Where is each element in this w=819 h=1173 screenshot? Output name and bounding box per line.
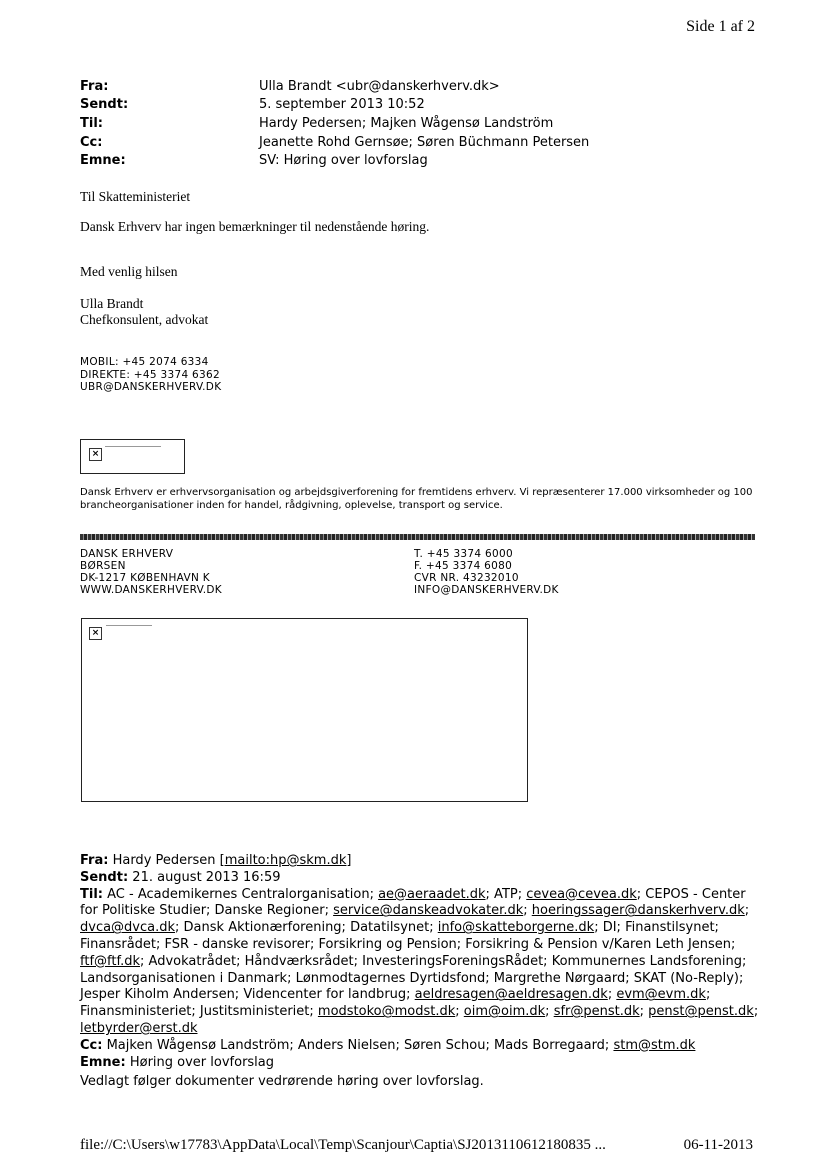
address-line: INFO@DANSKERHVERV.DK xyxy=(414,584,559,596)
fwd-from-mailto-link[interactable]: [mailto:hp@skm.dk] xyxy=(219,853,352,868)
address-line: CVR NR. 43232010 xyxy=(414,572,519,584)
recipient-text: ; Dansk Aktionærforening; Datatilsynet; xyxy=(175,920,438,936)
recipient-text: ; xyxy=(455,1004,464,1020)
recipient-text: ; xyxy=(607,987,617,1003)
recipient-text: ; DI; Finanstilsynet; Finansrådet; FSR - danske revisorer; Forsikring og Pension; Forsikring & Pension v/Karen Leth Jensen; xyxy=(80,920,736,952)
contact-email: UBR@DANSKERHVERV.DK xyxy=(80,381,222,393)
email-link[interactable]: letbyrder@erst.dk xyxy=(80,1020,198,1036)
sent-value: 5. september 2013 10:52 xyxy=(259,97,425,112)
forwarded-message-header xyxy=(80,853,760,1071)
cc-value: Jeanette Rohd Gernsøe; Søren Büchmann Petersen xyxy=(259,135,590,150)
contact-mobile: MOBIL: +45 2074 6334 xyxy=(80,356,209,368)
address-line: T. +45 3374 6000 xyxy=(414,548,513,560)
cc-label: Cc: xyxy=(80,135,103,150)
fwd-subject-value: Høring over lovforslag xyxy=(129,1054,275,1070)
contact-direct: DIREKTE: +45 3374 6362 xyxy=(80,369,220,381)
email-link[interactable]: dvca@dvca.dk xyxy=(80,920,176,936)
salutation: Til Skatteministeriet xyxy=(80,189,191,204)
recipient-text: ; xyxy=(545,1004,554,1020)
email-link[interactable]: modstoko@modst.dk xyxy=(317,1004,456,1020)
recipient-text: AC - Academikernes Centralorganisation; xyxy=(107,886,379,902)
fwd-to-line xyxy=(80,887,760,1038)
footer-file-path: file://C:\Users\w17783\AppData\Local\Temp\Scanjour\Captia\SJ2013110612180835 ... xyxy=(80,1137,606,1153)
recipient-text: ; Finansministeriet; Justitsministeriet; xyxy=(80,987,711,1020)
recipient-text: ; xyxy=(523,903,532,919)
recipient-text: Majken Wågensø Landström; Anders Nielsen; Søren Schou; Mads Borregaard; xyxy=(106,1037,614,1053)
message-text: Dansk Erhverv har ingen bemærkninger til nedenstående høring. xyxy=(80,219,430,234)
recipient-text: ; xyxy=(744,903,750,919)
email-link[interactable]: ftf@ftf.dk xyxy=(80,953,141,969)
email-link[interactable]: evm@evm.dk xyxy=(616,987,706,1003)
fwd-sent-value: 21. august 2013 16:59 xyxy=(132,869,281,885)
logo-image-placeholder xyxy=(80,439,185,474)
to-value: Hardy Pedersen; Majken Wågensø Landström xyxy=(259,116,554,131)
fwd-sent-line xyxy=(80,870,760,887)
from-label: Fra: xyxy=(80,79,109,94)
fwd-to-recipients xyxy=(80,887,758,1036)
fwd-from-label: Fra: xyxy=(80,853,109,868)
to-label: Til: xyxy=(80,116,103,131)
page-number-label: Side 1 af 2 xyxy=(686,18,755,35)
email-link[interactable]: info@skatteborgerne.dk xyxy=(437,920,595,936)
address-line: DK-1217 KØBENHAVN K xyxy=(80,572,210,584)
recipient-text: ; ATP; xyxy=(485,886,527,902)
email-link[interactable]: penst@penst.dk xyxy=(648,1004,754,1020)
sent-label: Sendt: xyxy=(80,97,129,112)
address-left-column xyxy=(80,548,222,596)
placeholder-caption xyxy=(105,446,161,447)
signer-name: Ulla Brandt xyxy=(80,296,144,311)
recipient-text: ; CEPOS - Center for Politiske Studier; Danske Regioner; xyxy=(80,886,746,919)
placeholder-caption xyxy=(106,625,152,626)
email-link[interactable]: aeldresagen@aeldresagen.dk xyxy=(414,987,608,1003)
attachment-note: Vedlagt følger dokumenter vedrørende høring over lovforslag. xyxy=(80,1074,484,1089)
email-link[interactable]: hoeringssager@danskerhverv.dk xyxy=(531,903,745,919)
fwd-to-label: Til: xyxy=(80,886,103,902)
email-link[interactable]: stm@stm.dk xyxy=(613,1037,696,1053)
fwd-sent-label: Sendt: xyxy=(80,869,129,885)
fwd-cc-label: Cc: xyxy=(80,1037,103,1053)
closing: Med venlig hilsen xyxy=(80,264,178,279)
address-line: WWW.DANSKERHVERV.DK xyxy=(80,584,222,596)
recipient-text: ; Advokatrådet; Håndværksrådet; InvesteringsForeningsRådet; Kommunernes Landsforening; Landsorganisationen i Danmark; Lønmodtagernes Dyrtidsfond; Margrethe Nørgaard; SKAT (No-Reply); Jesper Kiholm Andersen; Videncenter for landbrug; xyxy=(80,953,747,1003)
from-value: Ulla Brandt <ubr@danskerhverv.dk> xyxy=(259,79,500,94)
fwd-from-line xyxy=(80,853,760,870)
address-line: F. +45 3374 6080 xyxy=(414,560,513,572)
address-line: DANSK ERHVERV xyxy=(80,548,174,560)
footer-date: 06-11-2013 xyxy=(683,1137,753,1153)
address-right-column xyxy=(414,548,559,596)
address-line: BØRSEN xyxy=(80,560,126,572)
email-link[interactable]: ae@aeraadet.dk xyxy=(378,886,486,902)
signer-title: Chefkonsulent, advokat xyxy=(80,312,209,327)
fwd-from-name: Hardy Pedersen xyxy=(112,853,216,868)
fwd-cc-line xyxy=(80,1038,760,1055)
banner-image-placeholder xyxy=(81,618,528,802)
organization-description: Dansk Erhverv er erhvervsorganisation og arbejdsgiverforening for fremtidens erhverv. Vi repræsenterer 17.000 virksomheder og 100 brancheorganisationer inden for handel, rådgivning, oplevelse, transport og service. xyxy=(80,487,753,511)
decorative-divider xyxy=(80,534,755,540)
subject-value: SV: Høring over lovforslag xyxy=(259,153,428,168)
fwd-subject-line xyxy=(80,1055,760,1072)
email-link[interactable]: service@danskeadvokater.dk xyxy=(333,903,524,919)
fwd-cc-recipients xyxy=(107,1038,696,1053)
broken-image-icon: × xyxy=(89,627,102,640)
recipient-text: ; xyxy=(639,1004,649,1020)
subject-label: Emne: xyxy=(80,153,126,168)
email-link[interactable]: cevea@cevea.dk xyxy=(526,886,637,902)
email-link[interactable]: sfr@penst.dk xyxy=(553,1004,640,1020)
fwd-subject-label: Emne: xyxy=(80,1054,126,1070)
broken-image-icon: × xyxy=(89,448,102,461)
email-link[interactable]: oim@oim.dk xyxy=(463,1004,546,1020)
recipient-text: ; xyxy=(753,1004,759,1020)
